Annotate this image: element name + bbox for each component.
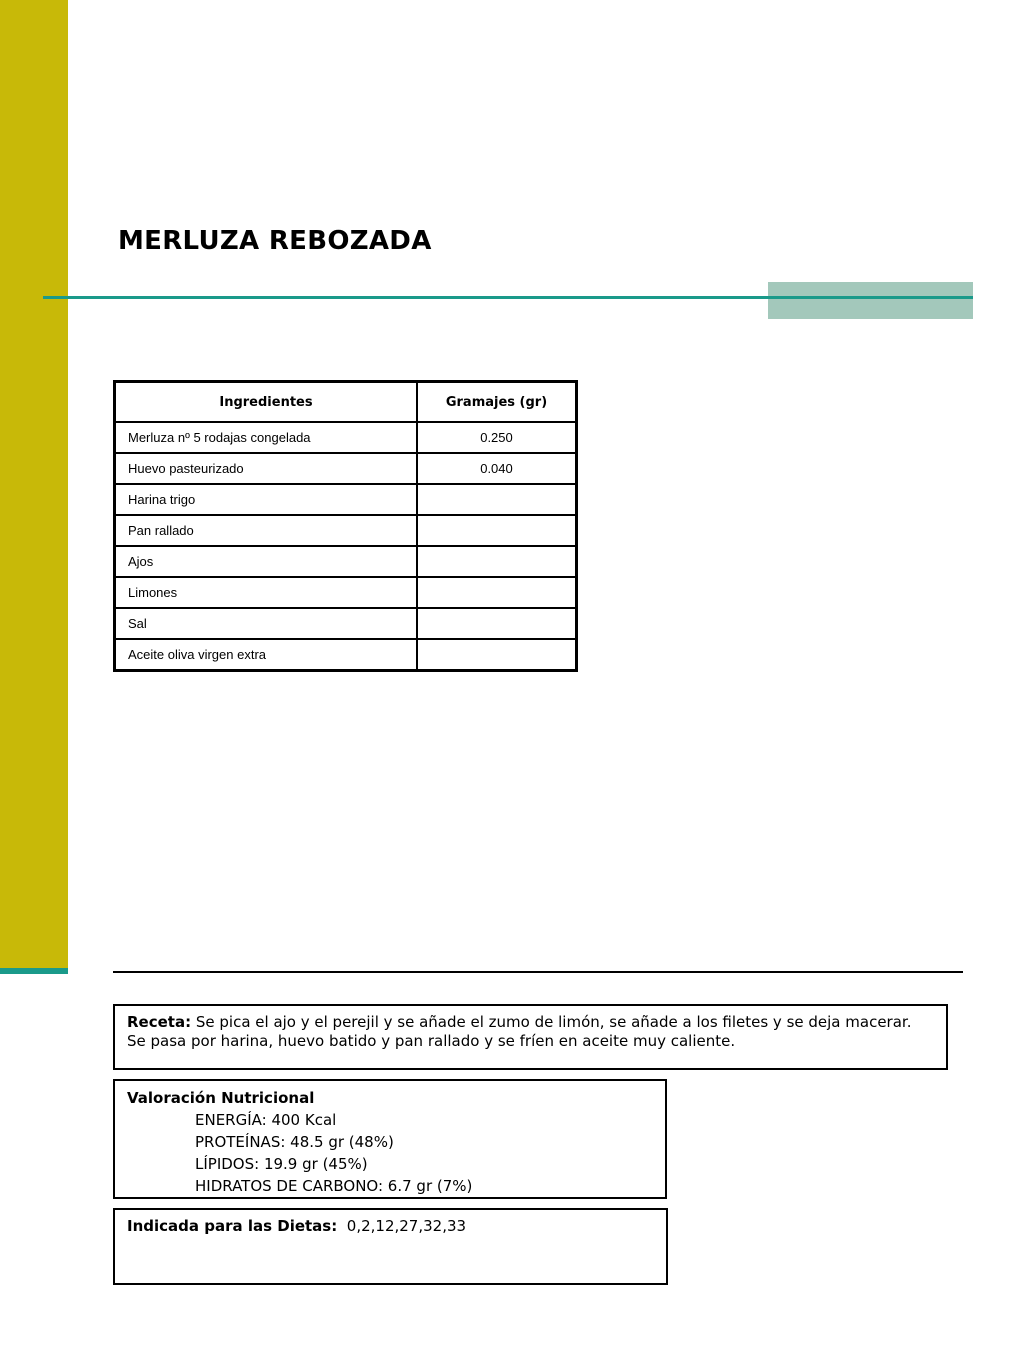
grams-header: Gramajes (gr) <box>417 382 577 423</box>
ingredients-header: Ingredientes <box>115 382 418 423</box>
section-divider <box>113 971 963 973</box>
grams-cell: 0.250 <box>417 422 577 453</box>
table-header-row <box>115 382 577 423</box>
grams-cell <box>417 577 577 608</box>
nutrition-energy: ENERGÍA: 400 Kcal <box>195 1111 337 1129</box>
table-row <box>115 608 577 639</box>
table-row <box>115 422 577 453</box>
table-row <box>115 515 577 546</box>
grams-cell <box>417 608 577 639</box>
ingredient-cell: Pan rallado <box>115 515 418 546</box>
grams-cell <box>417 484 577 515</box>
ingredient-cell: Harina trigo <box>115 484 418 515</box>
recipe-label: Receta: <box>127 1013 192 1031</box>
recipe-text: Se pica el ajo y el perejil y se añade el zumo de limón, se añade a los filetes y se deja macerar. Se pasa por harina, huevo batido y pan rallado y se fríen en aceite muy caliente. <box>127 1013 912 1050</box>
grams-cell <box>417 546 577 577</box>
ingredient-cell: Limones <box>115 577 418 608</box>
grams-cell <box>417 515 577 546</box>
grams-cell: 0.040 <box>417 453 577 484</box>
title-decorative-block <box>768 282 973 319</box>
ingredient-cell: Merluza nº 5 rodajas congelada <box>115 422 418 453</box>
grams-cell <box>417 639 577 671</box>
nutrition-carbs: HIDRATOS DE CARBONO: 6.7 gr (7%) <box>195 1177 473 1195</box>
ingredients-table <box>113 380 578 672</box>
nutrition-protein: PROTEÍNAS: 48.5 gr (48%) <box>195 1133 394 1151</box>
diets-value: 0,2,12,27,32,33 <box>346 1217 467 1235</box>
table-row <box>115 546 577 577</box>
ingredient-cell: Huevo pasteurizado <box>115 453 418 484</box>
table-row <box>115 453 577 484</box>
left-bar-accent <box>0 968 68 974</box>
diets-box <box>113 1208 668 1285</box>
diets-label: Indicada para las Dietas: <box>127 1217 338 1235</box>
title-rule <box>43 296 973 299</box>
nutrition-box <box>113 1079 667 1199</box>
nutrition-lipids: LÍPIDOS: 19.9 gr (45%) <box>195 1155 368 1173</box>
table-row <box>115 639 577 671</box>
left-decorative-bar <box>0 0 68 968</box>
nutrition-heading <box>127 1087 653 1109</box>
recipe-box <box>113 1004 948 1070</box>
nutrition-heading-text: Valoración Nutricional <box>127 1089 315 1107</box>
ingredient-cell: Aceite oliva virgen extra <box>115 639 418 671</box>
recipe-title: MERLUZA REBOZADA <box>118 226 432 256</box>
ingredient-cell: Sal <box>115 608 418 639</box>
table-row <box>115 577 577 608</box>
table-row <box>115 484 577 515</box>
ingredient-cell: Ajos <box>115 546 418 577</box>
